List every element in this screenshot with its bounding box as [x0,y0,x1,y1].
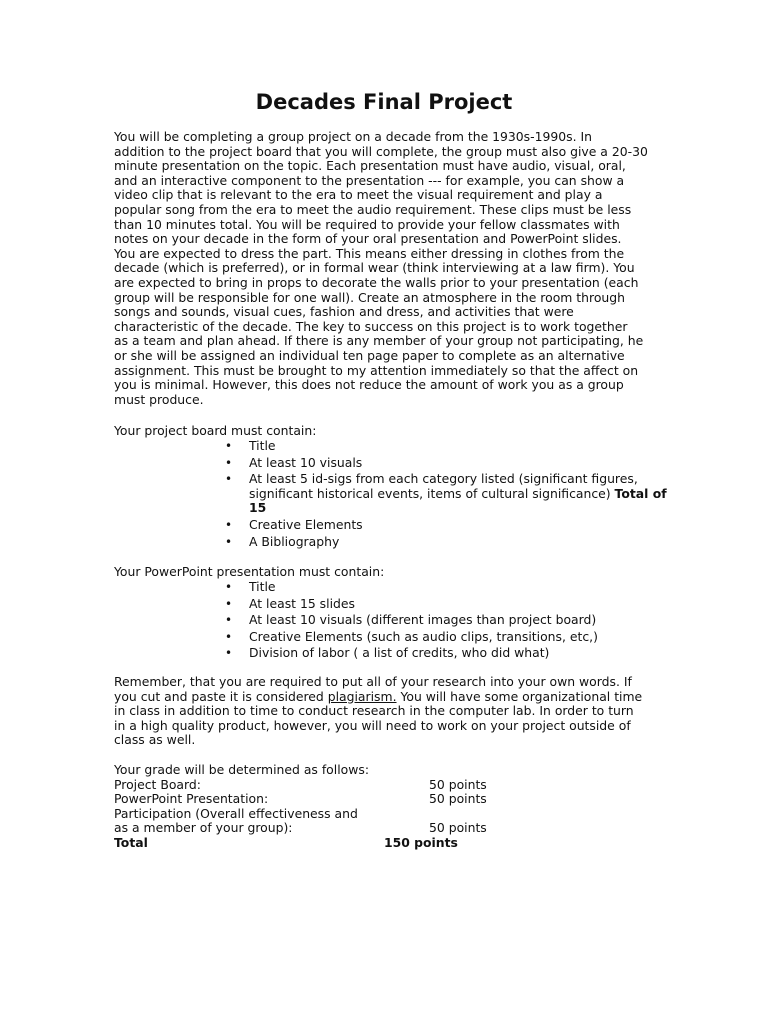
intro-line: must produce. [114,391,204,407]
reminder-paragraph [114,675,674,748]
grade-points: 50 points [429,791,487,807]
intro-line: than 10 minutes total. You will be required to provide your fellow classmates with [114,216,620,232]
intro-line: popular song from the era to meet the audio requirement. These clips must be less [114,201,632,217]
powerpoint-list [222,580,672,663]
list-item: • Division of labor ( a list of credits, who did what) [225,645,550,661]
reminder-line: you cut and paste it is considered plagiarism. You will have some organizational time [114,688,643,704]
list-item: • Title [225,579,276,594]
intro-line: addition to the project board that you will complete, the group must also give a 20-30 [114,143,648,159]
total-emphasis: Total of 15 [249,485,667,516]
bullet-icon: • [225,613,233,628]
intro-line: as a team and plan ahead. If there is any member of your group not participating, he [114,333,644,349]
intro-line: and an interactive component to the presentation --- for example, you can show a [114,172,625,188]
grade-label: as a member of your group): [114,820,293,836]
grading-section [114,763,574,851]
bullet-icon: • [225,580,233,594]
intro-line: group will be responsible for one wall). Create an atmosphere in the room through [114,289,625,305]
intro-line: assignment. This must be brought to my attention immediately so that the affect on [114,362,639,378]
list-item: • A Bibliography [225,533,340,549]
grade-row [114,807,574,822]
bullet-icon: • [225,596,233,611]
list-item: • At least 5 id-sigs from each category listed (significant figures, significant historical events, items of cultural significance) Total of 15 [225,471,667,516]
list-item: • Title [225,438,276,453]
grade-row [114,778,574,793]
grade-total-row [114,836,574,851]
reminder-line: in class in addition to time to conduct research in the computer lab. In order to turn [114,703,634,719]
list-item: • At least 10 visuals [225,454,363,470]
intro-line: you is minimal. However, this does not reduce the amount of work you as a group [114,377,624,393]
intro-line: minute presentation on the topic. Each presentation must have audio, visual, oral, [114,158,626,174]
list-item: • At least 10 visuals (different images than project board) [225,612,597,628]
intro-line: notes on your decade in the form of your oral presentation and PowerPoint slides. [114,231,622,247]
grade-row [114,792,574,807]
bullet-icon: • [225,517,233,532]
grade-points: 50 points [429,776,487,792]
grade-row [114,821,574,836]
intro-line: or she will be assigned an individual ten page paper to complete as an alternative [114,347,625,363]
list-item: • Creative Elements [225,516,363,532]
grade-label: Participation (Overall effectiveness and [114,805,358,821]
bullet-icon: • [225,534,233,549]
intro-line: decade (which is preferred), or in formal wear (think interviewing at a law firm). You [114,260,635,276]
list-item: • Creative Elements (such as audio clips, transitions, etc,) [225,628,598,644]
project-board-list [222,439,672,551]
reminder-line: in a high quality product, however, you will need to work on your project outside of [114,717,631,733]
intro-line: You will be completing a group project on a decade from the 1930s-1990s. In [114,129,592,144]
project-board-label: Your project board must contain: [114,423,317,438]
grade-points: 50 points [429,820,487,836]
page-title: Decades Final Project [255,90,513,114]
grade-total-label: Total [114,834,148,850]
grade-label: PowerPoint Presentation: [114,791,269,807]
list-item: • At least 15 slides [225,595,355,611]
bullet-icon: • [225,629,233,644]
intro-line: characteristic of the decade. The key to success on this project is to work together [114,318,628,334]
intro-line: You are expected to dress the part. This means either dressing in clothes from the [114,245,625,261]
grade-label: Project Board: [114,776,201,792]
grading-intro: Your grade will be determined as follows: [114,762,369,777]
reminder-line: Remember, that you are required to put all of your research into your own words. If [114,674,632,689]
bullet-icon: • [225,455,233,470]
reminder-line: class as well. [114,732,196,748]
powerpoint-label: Your PowerPoint presentation must contain: [114,564,385,579]
intro-line: are expected to bring in props to decorate the walls prior to your presentation (each [114,274,639,290]
bullet-icon: • [225,646,233,661]
bullet-icon: • [225,472,233,487]
bullet-icon: • [225,439,233,453]
intro-line: video clip that is relevant to the era to meet the visual requirement and play a [114,187,603,203]
intro-paragraph [114,130,674,407]
grade-total-points: 150 points [384,834,458,850]
plagiarism-underlined-term: plagiarism. [327,688,397,704]
intro-line: songs and sounds, visual cues, fashion and dress, and activities that were [114,304,574,320]
